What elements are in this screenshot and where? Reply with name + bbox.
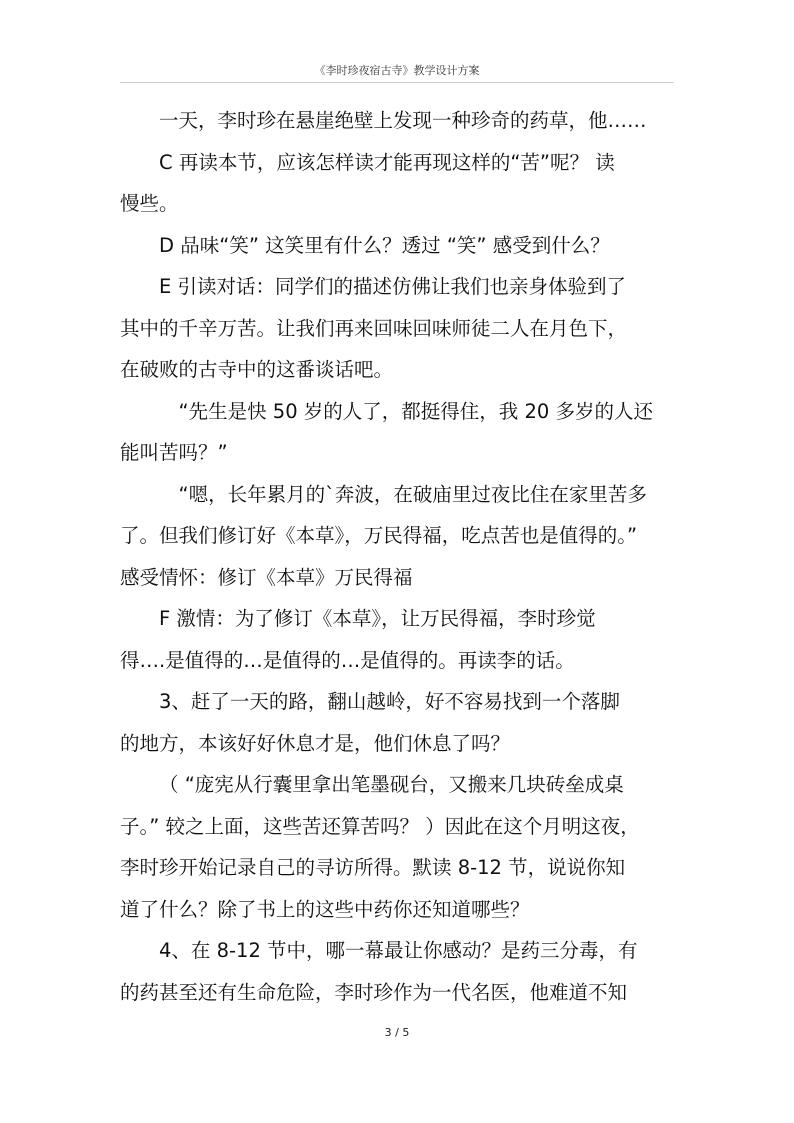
text-line: 4、在 8-12 节中，哪一幕最让你感动？是药三分毒，有 [159,939,638,962]
text-line: （ “庞宪从行囊里拿出笔墨砚台，又搬来几块砖垒成桌 [159,773,624,796]
text-line: 其中的千辛万苦。让我们再来回味回味师徒二人在月色下， [120,316,628,340]
text-line: “先生是快 50 岁的人了，都挺得住，我 20 多岁的人还 [178,399,654,423]
text-line: D 品味“笑” 这笑里有什么？透过 “笑” 感受到什么？ [159,233,610,257]
text-line: 得….是值得的…是值得的…是值得的。再读李的话。 [120,648,575,672]
page-number: 3 / 5 [384,1026,410,1039]
text-line: 道了什么？除了书上的这些中药你还知道哪些？ [120,897,530,921]
text-line: C 再读本节，应该怎样读才能再现这样的“苦”呢？ 读 [159,150,615,174]
text-line: F 激情：为了修订《本草》，让万民得福，李时珍觉 [159,607,596,630]
header-divider [120,82,674,83]
text-line: 的药甚至还有生命危险，李时珍作为一代名医，他难道不知 [120,980,628,1004]
text-line: 李时珍开始记录自己的寻访所得。默读 8-12 节，说说你知 [120,856,626,879]
text-line: 慢些。 [120,192,179,215]
text-line: 了。但我们修订好《本草》，万民得福，吃点苦也是值得的。” [120,524,638,547]
text-line: 3、赶了一天的路，翻山越岭，好不容易找到一个落脚 [159,690,620,713]
text-line: 在破败的古寺中的这番谈话吧。 [120,358,394,381]
document-body [120,100,676,1013]
text-line: 感受情怀：修订《本草》万民得福 [120,565,413,589]
text-line: 能叫苦吗？” [120,441,228,464]
text-line: “嗯，长年累月的`奔波，在破庙里过夜比住在家里苦多 [178,482,647,506]
text-line: 一天，李时珍在悬崖绝壁上发现一种珍奇的药草，他…… [159,109,647,132]
text-line: E 引读对话：同学们的描述仿佛让我们也亲身体验到了 [159,275,627,298]
page-header: 《李时珍夜宿古寺》教学设计方案 [314,64,480,77]
text-line: 的地方，本该好好休息才是，他们休息了吗？ [120,731,511,755]
text-line: 子。” 较之上面，这些苦还算苦吗？ ）因此在这个月明这夜， [120,814,640,838]
